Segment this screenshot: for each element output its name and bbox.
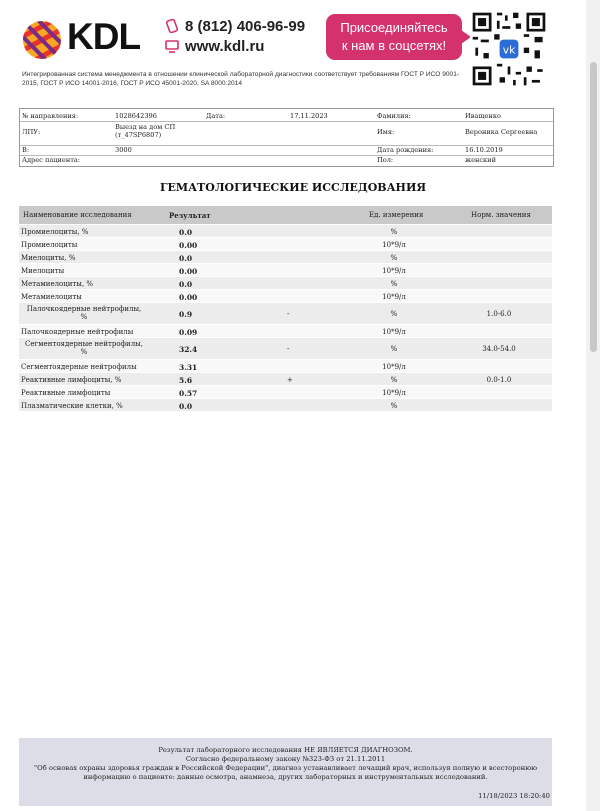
footer-line-1: Результат лабораторного исследования НЕ ЯВЛЯЕТСЯ ДИАГНОЗОМ.: [158, 746, 413, 754]
sex-label: Пол:: [377, 156, 394, 164]
table-row: [19, 360, 552, 373]
row-name: [19, 340, 149, 356]
brand-name: KDL: [67, 16, 141, 57]
row-result: 0.0: [179, 254, 193, 263]
social-banner[interactable]: [326, 14, 462, 60]
col-unit-header: Ед. измерения: [369, 211, 424, 219]
table-row: [19, 399, 552, 412]
surname-label: Фамилия:: [377, 112, 411, 120]
row-result: 0.0: [179, 402, 193, 411]
v-label: В:: [22, 146, 30, 154]
row-result: 0.0: [179, 280, 193, 289]
row-result: 0.00: [179, 267, 198, 276]
social-line-2: к нам в соцсетях!: [341, 38, 447, 53]
name-value: Вероника Сергеевна: [465, 128, 538, 136]
row-norm: 1.0-6.0: [486, 310, 512, 318]
row-name: Метамиелоциты, %: [21, 280, 93, 288]
sex-value: женский: [465, 156, 496, 164]
table-row: [19, 303, 552, 325]
name-label: Имя:: [377, 128, 395, 136]
row-name: Миелоциты: [21, 267, 65, 275]
table-row: [19, 386, 552, 399]
row-result: 3.31: [179, 363, 198, 372]
row-result: 5.6: [179, 376, 193, 385]
table-row: [19, 264, 552, 277]
scrollbar-thumb[interactable]: [590, 62, 597, 352]
disclaimer-footer: [19, 738, 552, 806]
row-unit: %: [390, 345, 398, 353]
table-row: [19, 225, 552, 238]
row-name: Сегментоядерные нейтрофилы: [21, 363, 137, 371]
date-label: Дата:: [206, 112, 226, 120]
timestamp: 11/18/2023 18:20:40: [478, 792, 550, 800]
phone-icon: [165, 19, 179, 33]
footer-line-4: информацию о пациенте: данные осмотра, анамнеза, других лабораторных и инструментальных исследований.: [83, 773, 488, 781]
certification-note: Интегрированная система менеджмента в отношении клинической лабораторной диагностики соответствует требованиям ГОСТ Р ИСО 9001-2015, ГОСТ Р ИСО 14001-2016, ГОСТ Р ИСО 45001-2020, SA 8000:2014: [22, 71, 460, 87]
row-result: 0.09: [179, 328, 198, 337]
row-result: 0.0: [179, 228, 193, 237]
site-url[interactable]: www.kdl.ru: [185, 38, 265, 55]
table-row: [19, 338, 552, 360]
row-name: Промиелоциты: [21, 241, 78, 249]
ref-value: 1028642396: [115, 112, 157, 120]
table-row: [19, 373, 552, 386]
row-unit: %: [390, 376, 398, 384]
surname-value: Иващенко: [465, 112, 501, 120]
row-unit: %: [390, 228, 398, 236]
svg-text:vk: vk: [502, 43, 516, 57]
lpu-value-1: Выезд на дом СП: [115, 123, 176, 131]
row-unit: %: [390, 402, 398, 410]
row-flag: -: [287, 345, 290, 353]
row-name: Миелоциты, %: [21, 254, 76, 262]
address-label: Адрес пациента:: [22, 156, 81, 164]
ref-label: № направления:: [22, 112, 79, 120]
v-value: 3000: [115, 146, 132, 154]
row-name: Промиелоциты, %: [21, 228, 89, 236]
kdl-logo-icon: [22, 20, 62, 60]
row-norm: 0.0-1.0: [486, 376, 512, 384]
row-unit: 10*9/л: [382, 328, 406, 336]
row-result: 32.4: [179, 345, 198, 354]
footer-line-2: Согласно федеральному закону №323-ФЗ от 21.11.2011: [185, 755, 386, 763]
phone-line: [165, 18, 305, 35]
row-unit: %: [390, 310, 398, 318]
results-table: [19, 225, 552, 412]
row-result: 0.00: [179, 293, 198, 302]
section-title: ГЕМАТОЛОГИЧЕСКИЕ ИССЛЕДОВАНИЯ: [159, 181, 427, 194]
row-name-line-1: Сегментоядерные нейтрофилы,: [25, 340, 143, 348]
qr-code-icon[interactable]: [470, 10, 548, 88]
row-name-line-2: %: [80, 348, 88, 356]
row-result: 0.57: [179, 389, 198, 398]
site-line: [165, 38, 264, 55]
row-name: Палочкоядерные нейтрофилы: [21, 328, 134, 336]
row-name: [19, 305, 149, 321]
row-name: Метамиелоциты: [21, 293, 82, 301]
lpu-label: ЛПУ:: [22, 128, 41, 136]
patient-info-box: [19, 108, 554, 167]
row-unit: 10*9/л: [382, 363, 406, 371]
table-row: [19, 251, 552, 264]
lpu-value-2: (т_47SP6807): [115, 131, 162, 139]
social-line-1: Присоединяйтесь: [340, 20, 448, 35]
row-unit: 10*9/л: [382, 241, 406, 249]
row-name: Реактивные лимфоциты, %: [21, 376, 122, 384]
row-unit: %: [390, 280, 398, 288]
footer-line-3: "Об основах охраны здоровья граждан в Российской Федерации", диагноз устанавливает лечащий врач, используя полную и всесторонюю: [33, 764, 538, 772]
date-value: 17.11.2023: [290, 112, 328, 120]
phone-number: 8 (812) 406-96-99: [185, 18, 306, 35]
table-row: [19, 325, 552, 338]
row-result: 0.00: [179, 241, 198, 250]
table-row: [19, 277, 552, 290]
dob-value: 16.10.2019: [465, 146, 503, 154]
row-name-line-2: %: [80, 313, 88, 321]
table-row: [19, 238, 552, 251]
scrollbar[interactable]: [586, 0, 600, 811]
row-name: Реактивные лимфоциты: [21, 389, 111, 397]
table-row: [19, 290, 552, 303]
row-unit: %: [390, 254, 398, 262]
row-name: Плазматические клетки, %: [21, 402, 123, 410]
row-unit: 10*9/л: [382, 267, 406, 275]
row-unit: 10*9/л: [382, 389, 406, 397]
row-flag: +: [287, 376, 293, 384]
row-unit: 10*9/л: [382, 293, 406, 301]
table-header: [19, 206, 552, 224]
row-norm: 34.0-54.0: [482, 345, 516, 353]
dob-label: Дата рождения:: [377, 146, 434, 154]
monitor-icon: [165, 39, 179, 53]
row-flag: -: [287, 310, 290, 318]
row-result: 0.9: [179, 310, 193, 319]
col-result-header: Результат: [169, 211, 211, 220]
col-norm-header: Норм. значения: [471, 211, 531, 219]
col-name-header: Наименование исследования: [23, 211, 132, 219]
row-name-line-1: Палочкоядерные нейтрофилы,: [26, 305, 142, 313]
